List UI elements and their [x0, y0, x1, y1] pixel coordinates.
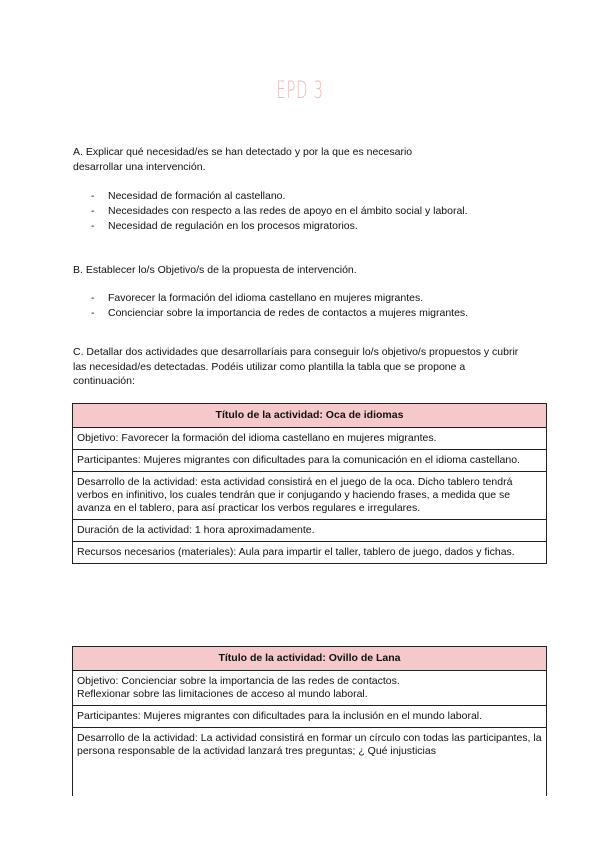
- activity-table-1: [72, 403, 547, 564]
- page-bottom-margin: [0, 805, 600, 848]
- activity-2-objective: [73, 671, 547, 706]
- activity-1-objective: Objetivo: Favorecer la formación del idioma castellano en mujeres migrantes.: [73, 428, 547, 450]
- activity-2-participants: Participantes: Mujeres migrantes con dificultades para la inclusión en el mundo laboral.: [73, 706, 547, 728]
- list-item: - Necesidades con respecto a las redes de apoyo en el ámbito social y laboral.: [91, 204, 468, 219]
- activity-table-2: [72, 646, 547, 796]
- activity-1-resources: Recursos necesarios (materiales): Aula para impartir el taller, tablero de juego, dados y fichas.: [73, 542, 547, 564]
- section-b-list: [91, 291, 468, 321]
- section-a-heading: A. Explicar qué necesidad/es se han detectado y por la que es necesario desarrollar una intervención.: [73, 146, 413, 173]
- list-item: - Concienciar sobre la importancia de redes de contactos a mujeres migrantes.: [91, 306, 468, 321]
- activity-2-objective-line-2: Reflexionar sobre las limitaciones de acceso al mundo laboral.: [77, 688, 368, 700]
- activity-2-development: Desarrollo de la actividad: La actividad consistirá en formar un círculo con todas las participantes, la persona responsable de la actividad lanzará tres preguntas; ¿ Qué injusticias: [73, 728, 547, 797]
- activity-1-development: Desarrollo de la actividad: esta actividad consistirá en el juego de la oca. Dicho tablero tendrá verbos en infinitivo, los cuales tendrán que ir conjugando y haciendo frases, a medida que se avanza en el tablero, para así practicar los verbos regulares e irregulares.: [73, 472, 547, 520]
- activity-2-title: Título de la actividad: Ovillo de Lana: [73, 647, 547, 671]
- activity-2-objective-line-1: Objetivo: Concienciar sobre la importancia de las redes de contactos.: [77, 675, 400, 687]
- list-item: - Necesidad de regulación en los procesos migratorios.: [91, 219, 468, 234]
- list-item: - Favorecer la formación del idioma castellano en mujeres migrantes.: [91, 291, 468, 306]
- section-a-list: [91, 189, 468, 234]
- activity-1-title: Título de la actividad: Oca de idiomas: [73, 404, 547, 428]
- section-b-heading: B. Establecer lo/s Objetivo/s de la propuesta de intervención.: [73, 264, 357, 276]
- activity-1-participants: Participantes: Mujeres migrantes con dificultades para la comunicación en el idioma castellano.: [73, 450, 547, 472]
- activity-1-duration: Duración de la actividad: 1 hora aproximadamente.: [73, 520, 547, 542]
- document-title: EPD 3: [276, 76, 324, 104]
- list-item: - Necesidad de formación al castellano.: [91, 189, 468, 204]
- section-c-heading: C. Detallar dos actividades que desarrollaríais para conseguir lo/s objetivo/s propuestos y cubrir las necesidad/es detectadas. Podéis utilizar como plantilla la tabla que se propone a continuación:: [73, 346, 519, 387]
